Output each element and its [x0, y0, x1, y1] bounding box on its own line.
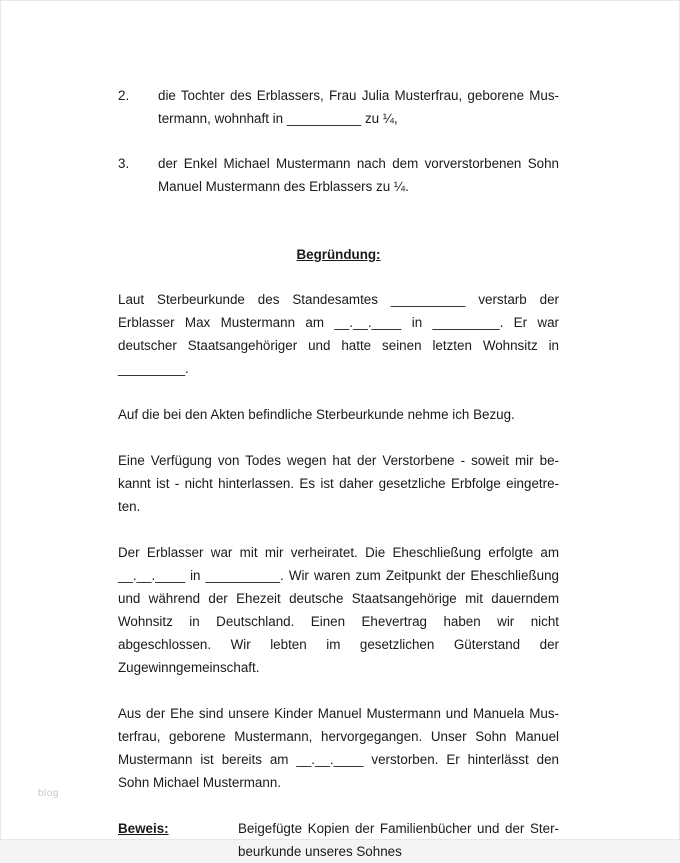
paragraph-marriage: Der Erblasser war mit mir verheiratet. Die Eheschließung erfolgte am __.__.____ in __________. Wir waren zum Zeitpunkt der Eheschließung und während der Ehezeit deutsche Staatsangehörige mit dauerndem Wohnsitz in Deutschland. Einen Ehevertrag haben wir nicht abgeschlossen. Wir lebten im gesetzlichen Güterstand der Zugewinngemeinschaft.	[118, 545, 559, 675]
list-item-text: die Tochter des Erblassers, Frau Julia Musterfrau, geborene Mustermann, wohnhaft in __________ zu ¼,	[158, 88, 559, 126]
paragraph-reference: Auf die bei den Akten befindliche Sterbeurkunde nehme ich Bezug.	[118, 407, 515, 422]
list-item-number: 3.	[118, 156, 130, 171]
list-item-text: der Enkel Michael Mustermann nach dem vorverstorbenen Sohn Manuel Mustermann des Erblassers zu ¼.	[158, 156, 559, 194]
paragraph-no-will: Eine Verfügung von Todes wegen hat der Verstorbene - soweit mir bekannt ist - nicht hinterlassen. Es ist daher gesetzliche Erbfolge eingetreten.	[118, 453, 559, 514]
paragraph-children: Aus der Ehe sind unsere Kinder Manuel Mustermann und Manuela Musterfrau, geborene Mustermann, hervorgegangen. Unser Sohn Manuel Mustermann ist bereits am __.__.____ verstorben. Er hinterlässt den Sohn Michael Mustermann.	[118, 706, 559, 790]
list-item-number: 2.	[118, 88, 130, 103]
proof-row	[118, 817, 559, 863]
watermark-text: blog	[38, 788, 59, 799]
section-heading: Begründung:	[296, 247, 381, 262]
proof-text: Beigefügte Kopien der Familienbücher und der Sterbeurkunde unseres Sohnes	[238, 821, 559, 859]
list-item-2	[118, 84, 559, 130]
paragraph-death-certificate: Laut Sterbeurkunde des Standesamtes __________ verstarb der Erblasser Max Mustermann am __.__.____ in _________. Er war deutscher Staatsangehöriger und hatte seinen letzten Wohnsitz in _________.	[118, 292, 559, 376]
proof-label: Beweis:	[118, 821, 169, 836]
document-body	[118, 84, 559, 863]
list-item-3	[118, 152, 559, 198]
